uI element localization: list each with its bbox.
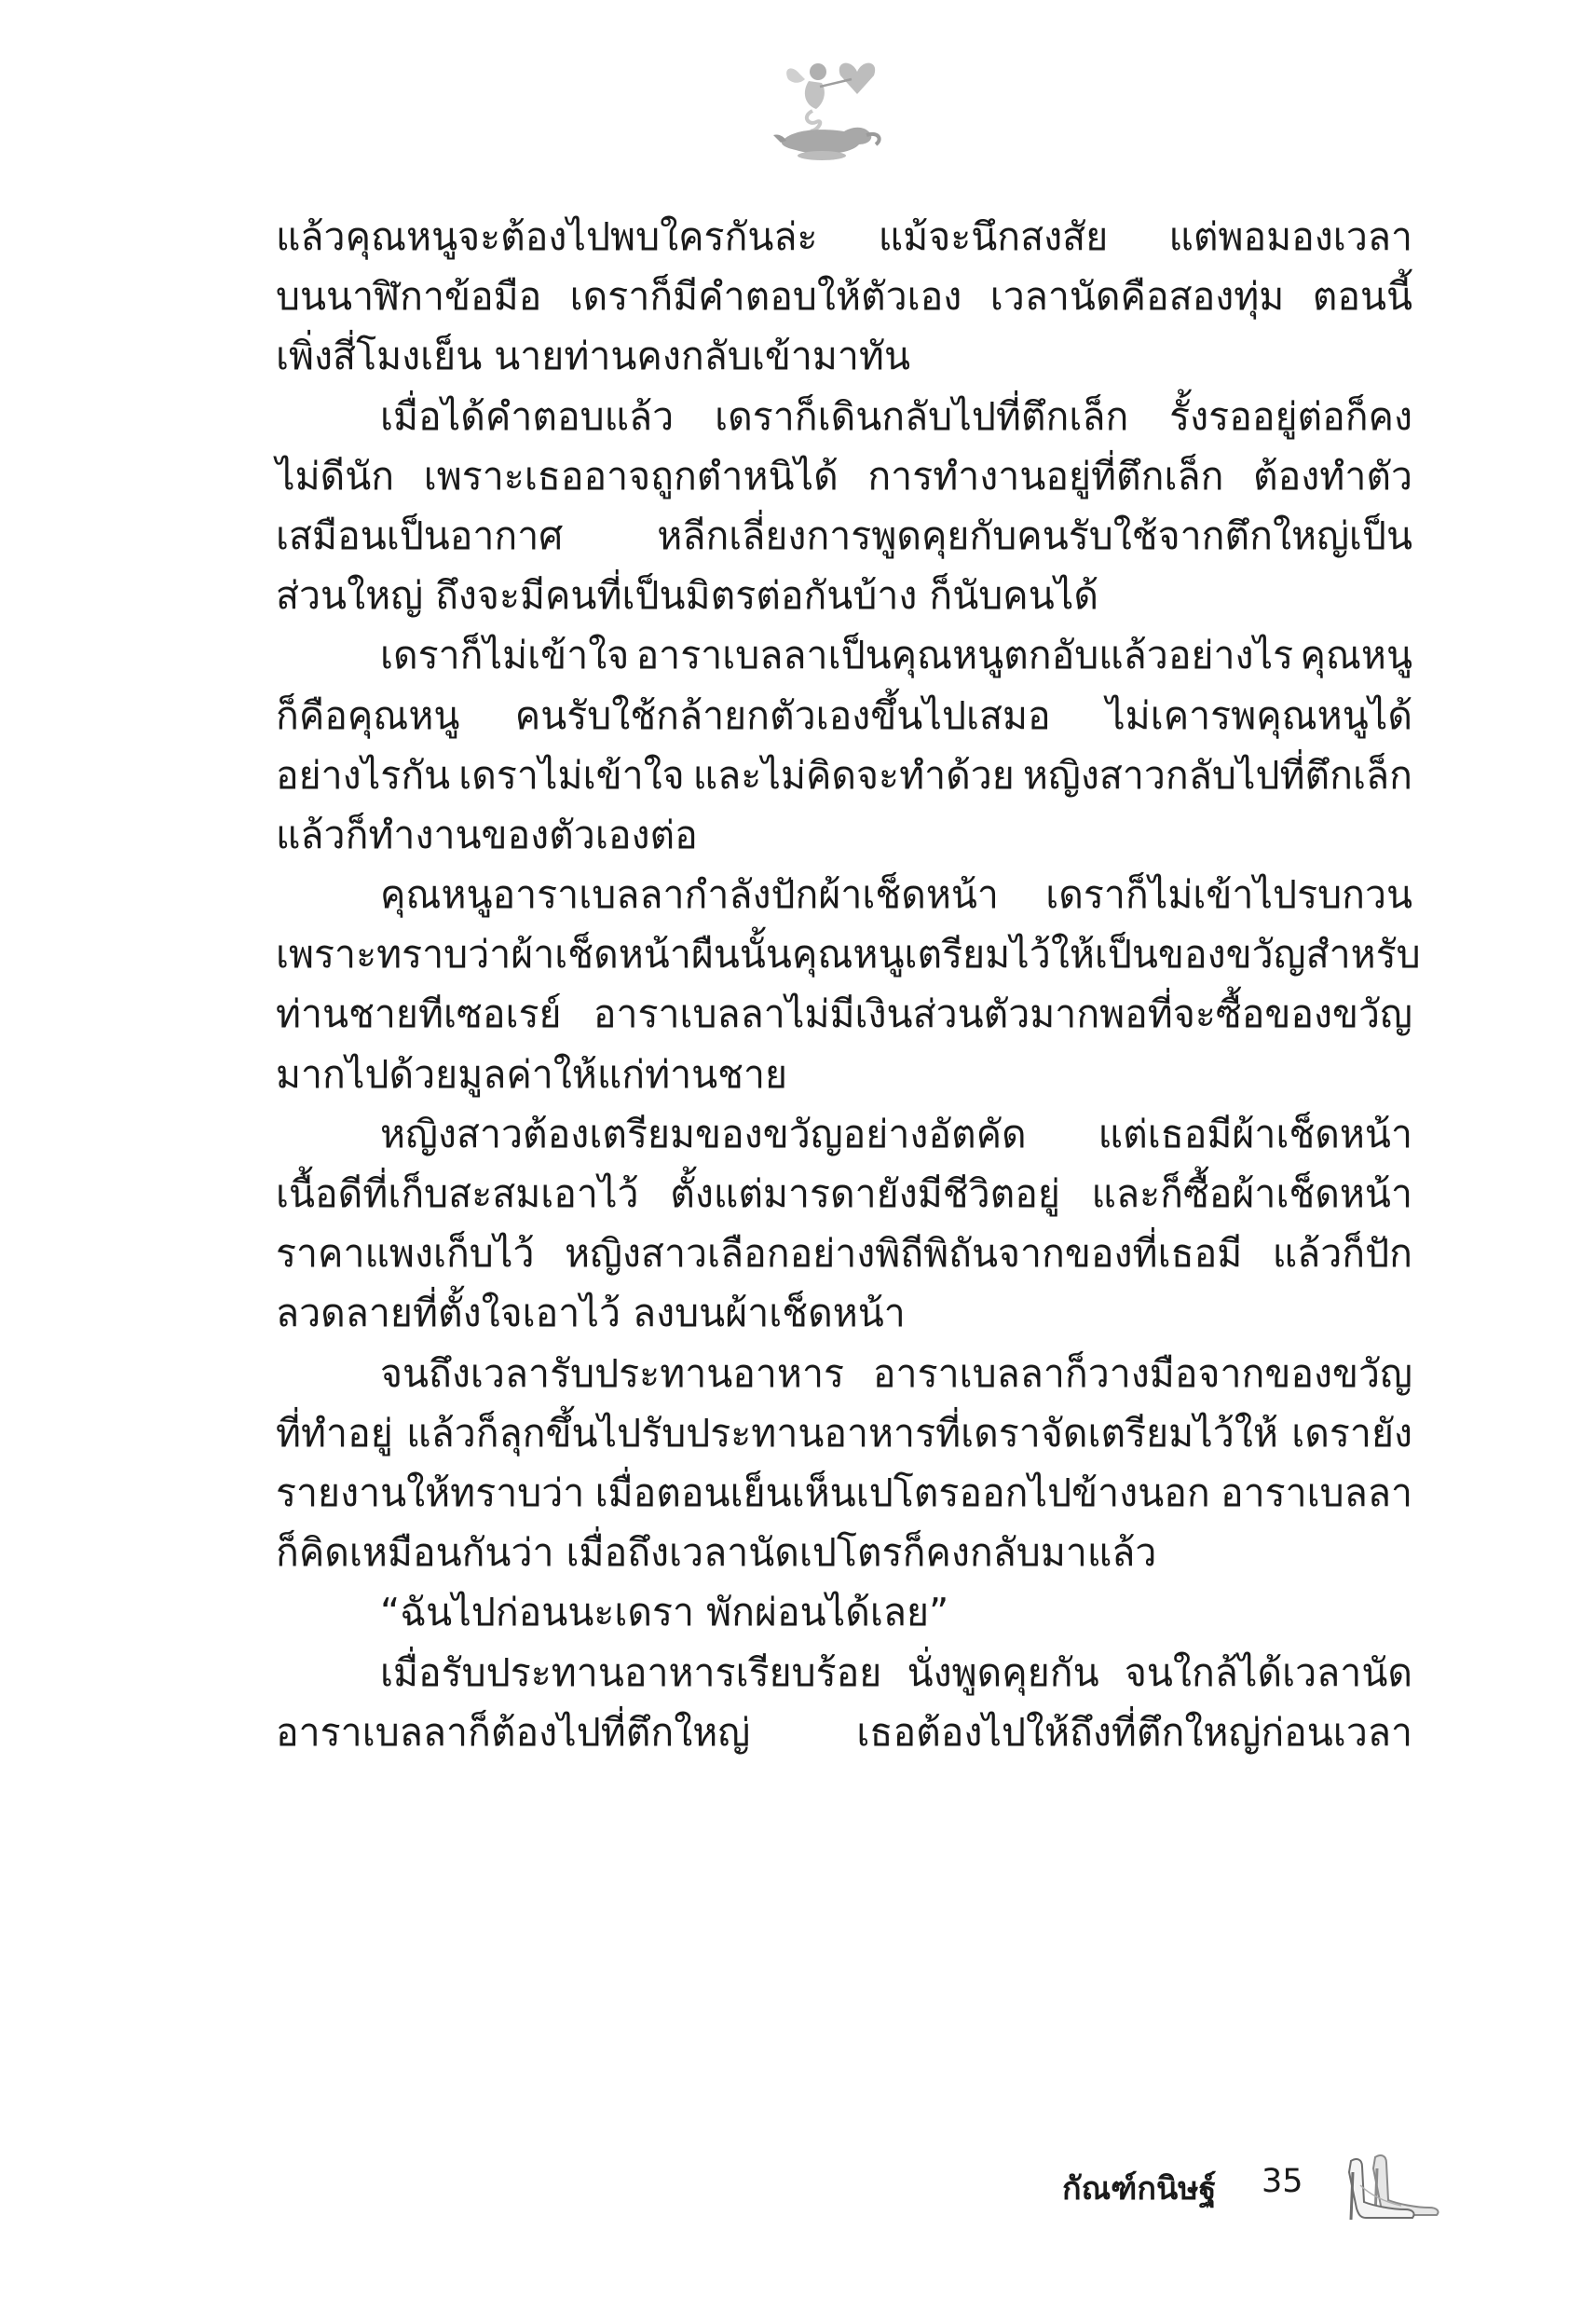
story-text	[276, 207, 1421, 1762]
text-word: เดราก็ไม่เข้าไปรบกวน	[1045, 872, 1412, 918]
text-line: มากไปด้วยมูลค่าให้แก่ท่านชาย	[276, 1051, 788, 1097]
text-line	[276, 446, 1412, 506]
page-number: 35	[1262, 2163, 1303, 2200]
text-word: นั่งพูดคุยกัน	[907, 1649, 1099, 1695]
text-word: อาราเบลลาเป็นคุณหนูตกอับแล้วอย่างไร	[635, 633, 1294, 678]
text-line: ก็คิดเหมือนกันว่า เมื่อถึงเวลานัดเปโตรก็คงกลับมาแล้ว	[276, 1530, 1157, 1576]
text-word: เพราะเธออาจถูกตำหนิได้	[423, 453, 839, 499]
text-word: เวลานัดคือสองทุ่ม	[989, 274, 1285, 320]
text-line	[276, 1702, 1412, 1762]
text-word: คุณหนู	[1300, 633, 1412, 678]
text-word: แม้จะนึกสงสัย	[878, 214, 1109, 259]
text-word: อาราเบลลา	[1220, 1470, 1412, 1515]
text-line	[276, 387, 1412, 446]
text-word: เมื่อรับประทานอาหารเรียบร้อย	[380, 1649, 882, 1695]
text-word: อย่างไรกัน	[276, 752, 451, 798]
text-line	[276, 745, 1412, 805]
text-word: เดรายัง	[1291, 1410, 1412, 1456]
text-word: ไม่เคารพคุณหนูได้	[1106, 692, 1412, 738]
text-word: เพราะทราบว่าผ้าเช็ดหน้าผืนนั้น	[276, 932, 792, 978]
text-line: แล้วก็ทำงานของตัวเองต่อ	[276, 812, 698, 857]
text-line	[276, 1403, 1412, 1463]
text-word: บนนาฬิกาข้อมือ	[276, 274, 542, 320]
text-word: แล้วก็ลุกขึ้นไปรับประทานอาหารที่เดราจัดเตรียมไว้ให้	[406, 1410, 1278, 1456]
text-word: รั้งรออยู่ต่อก็คง	[1169, 393, 1412, 439]
text-line: “ฉันไปก่อนนะเดรา พักผ่อนได้เลย”	[380, 1590, 949, 1635]
text-word: ที่ทำอยู่	[276, 1410, 393, 1456]
text-word: หลีกเลี่ยงการพูดคุยกับคนรับใช้จากตึกใหญ่เป็น	[657, 513, 1412, 558]
text-word: เมื่อได้คำตอบแล้ว	[380, 393, 675, 439]
text-line	[276, 267, 1412, 326]
text-word: ราคาแพงเก็บไว้	[276, 1231, 535, 1277]
text-word: จนใกล้ได้เวลานัด	[1124, 1649, 1412, 1695]
text-word: แต่พอมองเวลา	[1168, 214, 1412, 259]
text-word: เมื่อตอนเย็นเห็นเปโตรออกไปข้างนอก	[594, 1470, 1210, 1515]
text-line	[276, 1463, 1412, 1523]
text-word: เดราก็เดินกลับไปที่ตึกเล็ก	[715, 393, 1129, 439]
text-word: อาราเบลลาก็ต้องไปที่ตึกใหญ่	[276, 1709, 751, 1755]
text-line	[276, 984, 1412, 1044]
text-word: เดราไม่เข้าใจ	[458, 752, 685, 798]
text-word: ตอนนี้	[1312, 274, 1412, 320]
book-title: กัณฑ์กนิษฐ์	[1062, 2170, 1217, 2208]
text-line: เพิ่งสี่โมงเย็น นายท่านคงกลับเข้ามาทัน	[276, 334, 910, 379]
page-footer	[1053, 2148, 1444, 2222]
text-word: เดราก็ไม่เข้าใจ	[380, 633, 630, 678]
text-word: ตั้งแต่มารดายังมีชีวิตอยู่	[670, 1171, 1060, 1216]
text-line	[276, 506, 1412, 566]
text-word: อาราเบลลาไม่มีเงินส่วนตัวมากพอที่จะซื้อของขวัญ	[593, 991, 1412, 1037]
text-word: คุณหนูเตรียมไว้ให้เป็นของขวัญสำหรับ	[791, 932, 1421, 978]
text-word: ท่านชายทีเซอเรย์	[276, 991, 562, 1037]
text-word: และไม่คิดจะทำด้วย	[692, 752, 1015, 798]
high-heel-shoes-icon	[1332, 2148, 1444, 2221]
text-word: หญิงสาวกลับไปที่ตึกเล็ก	[1022, 752, 1412, 798]
text-line: ส่วนใหญ่ ถึงจะมีคนที่เป็นมิตรต่อกันบ้าง ก็นับคนได้	[276, 573, 1099, 619]
text-word: จนถึงเวลารับประทานอาหาร	[380, 1350, 844, 1396]
text-word: เดราก็มีคำตอบให้ตัวเอง	[569, 274, 962, 320]
text-word: รายงานให้ทราบว่า	[276, 1470, 585, 1515]
text-word: แล้วคุณหนูจะต้องไปพบใครกันล่ะ	[276, 214, 818, 259]
text-word: ก็คือคุณหนู	[276, 692, 460, 738]
text-line	[276, 625, 1412, 685]
text-line	[276, 1164, 1412, 1224]
text-line	[276, 924, 1421, 984]
text-line	[276, 865, 1412, 924]
text-line	[276, 1344, 1412, 1403]
text-word: เสมือนเป็นอากาศ	[276, 513, 564, 558]
text-line	[276, 1643, 1412, 1702]
text-word: เธอต้องไปให้ถึงที่ตึกใหญ่ก่อนเวลา	[856, 1709, 1412, 1755]
text-word: คนรับใช้กล้ายกตัวเองขึ้นไปเสมอ	[514, 692, 1051, 738]
text-word: และก็ซื้อผ้าเช็ดหน้า	[1091, 1171, 1412, 1216]
text-word: แต่เธอมีผ้าเช็ดหน้า	[1098, 1111, 1412, 1156]
text-word: อาราเบลลาก็วางมือจากของขวัญ	[872, 1350, 1412, 1396]
text-line	[276, 1224, 1412, 1283]
text-line	[276, 207, 1412, 267]
text-word: การทำงานอยู่ที่ตึกเล็ก	[867, 453, 1224, 499]
text-line	[276, 1104, 1412, 1164]
text-word: ไม่ดีนัก	[276, 453, 395, 499]
text-line	[276, 686, 1412, 745]
text-word: ต้องทำตัว	[1253, 453, 1412, 499]
text-word: หญิงสาวต้องเตรียมของขวัญอย่างอัตคัด	[380, 1111, 1027, 1156]
text-line: ลวดลายที่ตั้งใจเอาไว้ ลงบนผ้าเช็ดหน้า	[276, 1291, 906, 1336]
genie-lamp-ornament-icon	[755, 51, 894, 168]
text-word: แล้วก็ปัก	[1272, 1231, 1412, 1277]
text-word: เนื้อดีที่เก็บสะสมเอาไว้	[276, 1171, 639, 1216]
text-word: หญิงสาวเลือกอย่างพิถีพิถันจากของที่เธอมี	[564, 1231, 1243, 1277]
text-word: คุณหนูอาราเบลลากำลังปักผ้าเช็ดหน้า	[380, 872, 999, 918]
